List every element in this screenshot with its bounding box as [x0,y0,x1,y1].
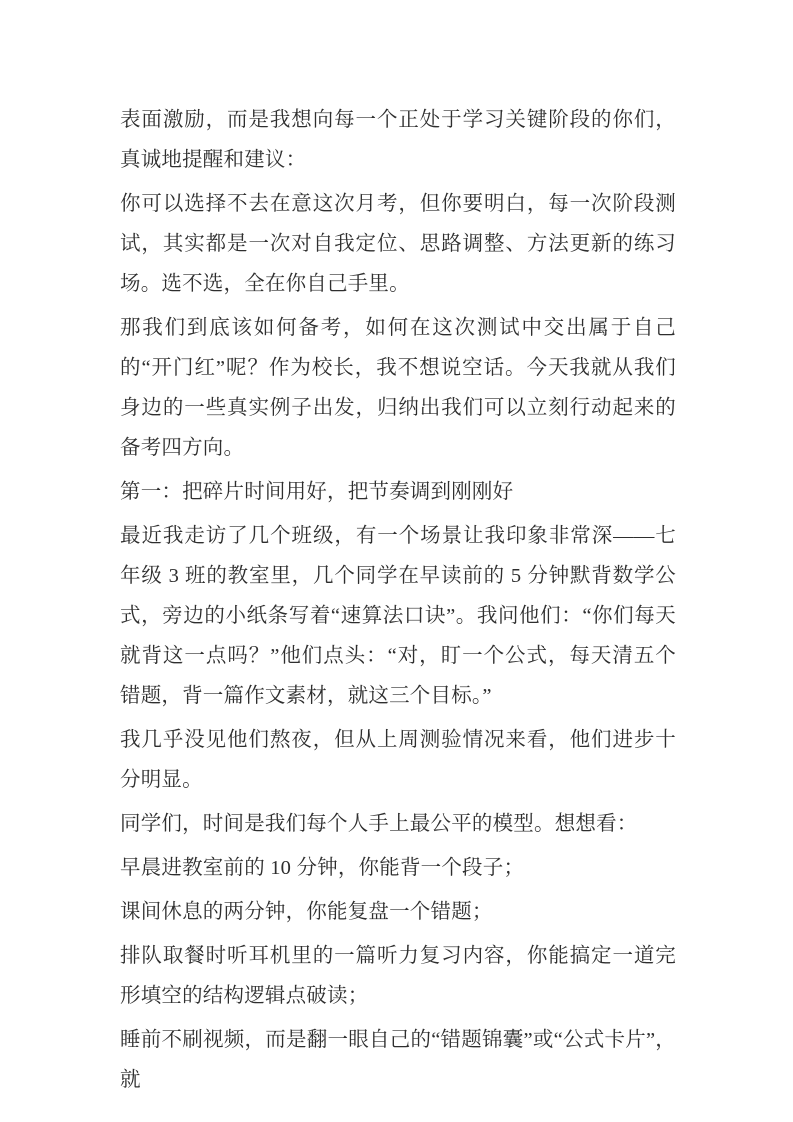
document-body [120,100,676,1100]
paragraph: 表面激励，而是我想向每一个正处于学习关键阶段的你们，真诚地提醒和建议： [120,109,676,171]
paragraph: 那我们到底该如何备考，如何在这次测试中交出属于自己的“开门红”呢？作为校长，我不想说空话。今天我就从我们身边的一些真实例子出发，归纳出我们可以立刻行动起来的备考四方向。 [120,317,676,459]
paragraph: 我几乎没见他们熬夜，但从上周测验情况来看，他们进步十分明显。 [120,729,676,791]
paragraph: 同学们，时间是我们每个人手上最公平的模型。想想看： [120,813,638,835]
paragraph: 排队取餐时听耳机里的一篇听力复习内容，你能搞定一道完形填空的结构逻辑点破读； [120,945,676,1007]
paragraph: 早晨进教室前的 10 分钟，你能背一个段子； [120,857,525,879]
paragraph: 最近我走访了几个班级，有一个场景让我印象非常深——七年级 3 班的教室里，几个同学在早读前的 5 分钟默背数学公式，旁边的小纸条写着“速算法口诀”。我问他们：“你们每天就背这一点吗？”他们点头：“对，盯一个公式，每天清五个错题，背一篇作文素材，就这三个目标。” [120,525,676,707]
paragraph: 课间休息的两分钟，你能复盘一个错题； [120,901,493,923]
paragraph-section-heading: 第一：把碎片时间用好，把节奏调到刚刚好 [120,481,514,503]
paragraph: 你可以选择不去在意这次月考，但你要明白，每一次阶段测试，其实都是一次对自我定位、思路调整、方法更新的练习场。选不选，全在你自己手里。 [120,193,676,295]
paragraph: 睡前不刷视频，而是翻一眼自己的“错题锦囊”或“公式卡片”，就 [120,1029,676,1091]
